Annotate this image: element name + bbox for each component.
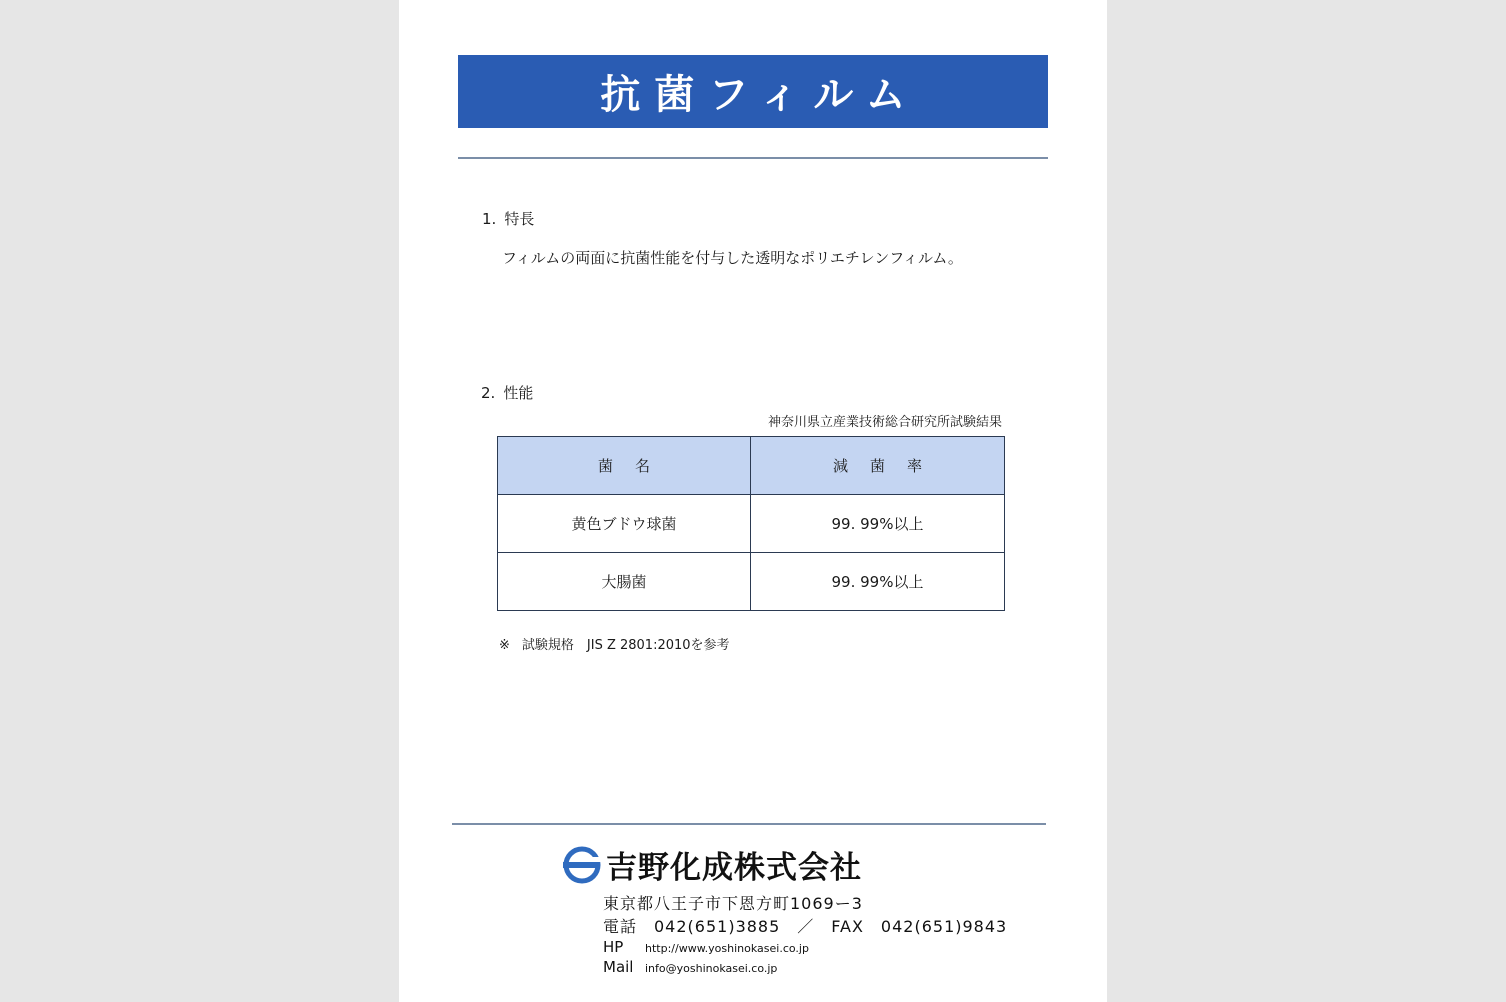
- column-header-bacteria: 菌名: [498, 437, 751, 495]
- title-banner: [458, 55, 1048, 128]
- results-table: [497, 436, 1005, 611]
- test-standard-footnote: [499, 634, 730, 653]
- bacteria-name-cell: 黄色ブドウ球菌: [498, 495, 751, 553]
- company-logo-row: [562, 842, 862, 887]
- page-title: 抗菌フィルム: [600, 72, 920, 118]
- performance-heading: [481, 382, 533, 403]
- company-website: [603, 937, 809, 956]
- company-name: 吉野化成株式会社: [606, 850, 862, 886]
- top-divider: [458, 157, 1048, 159]
- company-header: [562, 842, 862, 887]
- reduction-rate-cell: 99. 99%以上: [751, 495, 1005, 553]
- yoshino-logo-icon: [562, 845, 602, 885]
- reduction-rate-cell: 99. 99%以上: [751, 553, 1005, 611]
- website-label: HP: [603, 938, 624, 956]
- column-header-reduction-rate: 減菌率: [751, 437, 1005, 495]
- website-url: http://www.yoshinokasei.co.jp: [645, 942, 809, 955]
- table-header-row: [498, 437, 1005, 495]
- table-row: [498, 495, 1005, 553]
- email-address: info@yoshinokasei.co.jp: [645, 962, 778, 975]
- footnote-text: 試験規格 JIS Z 2801:2010を参考: [521, 638, 730, 653]
- document-page: [399, 0, 1107, 1002]
- features-description: フィルムの両面に抗菌性能を付与した透明なポリエチレンフィルム。: [502, 249, 963, 267]
- company-email: [603, 957, 777, 976]
- features-title: 特長: [504, 210, 535, 228]
- features-number: 1.: [482, 210, 497, 228]
- features-heading: [482, 208, 534, 229]
- company-phone-fax: 電話 042(651)3885 ／ FAX 042(651)9843: [603, 917, 1008, 936]
- test-source-note: 神奈川県立産業技術総合研究所試験結果: [767, 415, 1002, 430]
- email-label: Mail: [603, 958, 634, 976]
- bacteria-name-cell: 大腸菌: [498, 553, 751, 611]
- company-address: 東京都八王子市下恩方町1069ー3: [603, 894, 863, 913]
- table-row: [498, 553, 1005, 611]
- performance-number: 2.: [481, 384, 496, 402]
- performance-title: 性能: [503, 384, 534, 402]
- bottom-divider: [452, 823, 1046, 825]
- reference-mark: ※: [499, 638, 510, 653]
